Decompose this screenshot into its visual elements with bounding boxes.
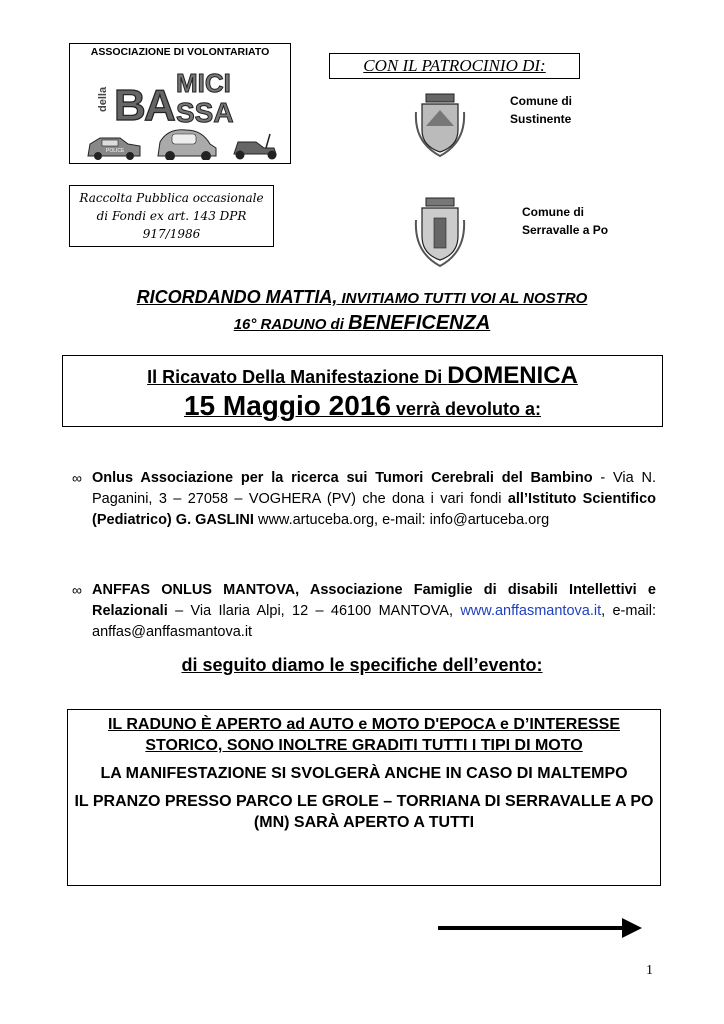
association-logo-box xyxy=(69,43,291,164)
logo-brand-ssa: SSA xyxy=(176,97,234,128)
infinity-bullet-icon: ∞ xyxy=(72,582,82,598)
comune-label-line: Comune di xyxy=(522,205,584,219)
event-detail-line: LA MANIFESTAZIONE SI SVOLGERÀ ANCHE IN CASO DI MALTEMPO xyxy=(100,765,628,782)
sustinente-coat-of-arms-icon xyxy=(412,92,468,158)
beneficiary-text: - Via N. Paganini, 3 – 27058 – VOGHERA (PV) che dona i vari fondi xyxy=(92,470,657,507)
proceeds-date: 15 Maggio 2016 xyxy=(183,390,391,421)
patronage-heading: CON IL PATROCINIO DI: xyxy=(329,53,580,79)
comune-label-line: Sustinente xyxy=(510,112,572,126)
heading-part: RICORDANDO MATTIA, xyxy=(136,287,338,307)
comune-sustinente-label xyxy=(510,92,572,128)
event-details-heading: di seguito diamo le specifiche dell’evento: xyxy=(181,655,543,675)
heading-part: INVITIAMO TUTTI VOI AL NOSTRO xyxy=(337,290,588,307)
beneficiary-highlight: all’Istituto Scientifico (Pediatrico) G. GASLINI xyxy=(92,491,656,528)
beneficiary-name: Onlus Associazione per la ricerca sui Tumori Cerebrali del Bambino xyxy=(92,470,593,486)
beneficiary-item xyxy=(72,468,657,531)
logo-brand-b: B xyxy=(114,81,146,130)
logo-brand-a: A xyxy=(144,81,176,130)
proceeds-box xyxy=(62,355,663,427)
fundraising-note-line: Raccolta Pubblica occasionale xyxy=(79,191,264,205)
police-car-icon xyxy=(88,138,140,160)
scooter-icon xyxy=(234,134,277,160)
fundraising-note-box xyxy=(69,185,274,247)
heading-part: BENEFICENZA xyxy=(348,312,491,334)
beneficiary-text: – Via Ilaria Alpi, 12 – 46100 MANTOVA, xyxy=(167,603,461,619)
proceeds-text: Il Ricavato Della Manifestazione Di xyxy=(147,367,448,387)
comune-serravalle-label xyxy=(522,203,608,239)
event-heading xyxy=(40,285,684,337)
beneficiary-name: ANFFAS ONLUS MANTOVA, Associazione Famiglie di disabili Intellettivi e Relazionali xyxy=(92,582,656,619)
event-details-box xyxy=(67,709,661,886)
next-page-arrow-icon xyxy=(438,915,643,941)
logo-brand-small: della xyxy=(97,86,109,112)
police-label: POLICE xyxy=(106,148,125,154)
comune-label-line: Comune di xyxy=(510,94,572,108)
page-number: 1 xyxy=(646,963,653,978)
beneficiary-contact: , e-mail: anffas@anffasmantova.it xyxy=(92,603,656,640)
vintage-car-icon xyxy=(158,130,216,160)
event-detail-line: IL RADUNO È APERTO ad AUTO e MOTO D'EPOCA e D’INTERESSE STORICO, SONO INOLTRE GRADITI TUTTI I TIPI DI MOTO xyxy=(107,716,621,754)
serravalle-coat-of-arms-icon xyxy=(414,196,466,268)
infinity-bullet-icon: ∞ xyxy=(72,470,82,486)
logo-title: ASSOCIAZIONE DI VOLONTARIATO xyxy=(90,46,270,58)
beneficiary-item xyxy=(72,580,656,643)
proceeds-day: DOMENICA xyxy=(447,362,578,389)
amici-bassa-logo xyxy=(78,60,284,160)
comune-label-line: Serravalle a Po xyxy=(522,223,609,237)
beneficiary-website-link[interactable]: www.anffasmantova.it xyxy=(460,603,602,619)
fundraising-note-line: 917/1986 xyxy=(142,227,201,241)
fundraising-note-line: di Fondi ex art. 143 DPR xyxy=(96,209,247,223)
logo-brand-mici: MICI xyxy=(176,68,231,98)
beneficiary-contact: www.artuceba.org, e-mail: info@artuceba.org xyxy=(253,512,550,528)
event-detail-line: IL PRANZO PRESSO PARCO LE GROLE – TORRIANA DI SERRAVALLE A PO (MN) SARÀ APERTO A TUTTI xyxy=(74,793,654,831)
proceeds-text: verrà devoluto a: xyxy=(390,399,542,419)
heading-part: 16° RADUNO di xyxy=(233,316,349,333)
